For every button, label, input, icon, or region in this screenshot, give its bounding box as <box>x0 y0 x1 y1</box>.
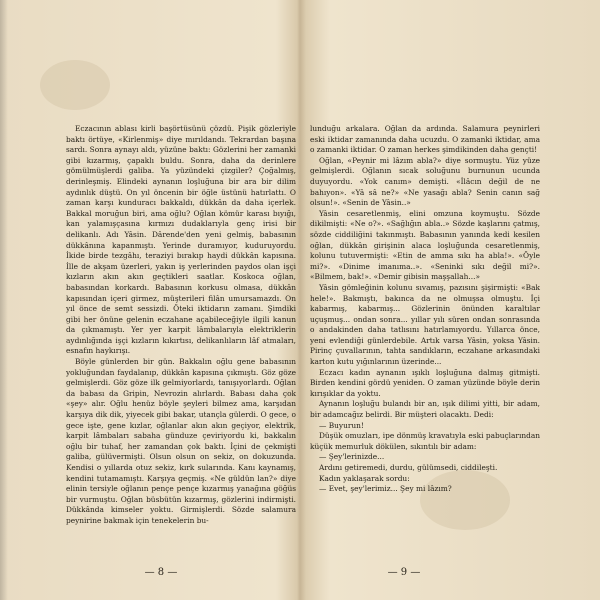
paragraph: Yâsin cesaretlenmiş, elini omzuna koymuştu. Sözde dikilmişti: «Ne o?». «Sağlığın abla..» Sözde kaşlarını çatmış, sözde ciddiliğini takınmıştı. Babasının yanında kedi kesilen oğlan, dükkân girişinin alaca loşluğunda cesaretlenmiş, kolunu tutuvermişti: «Etin de amma sıkı ha abla!». «Öyle mi?». «Dinime imanıma..». «Seninki sıkı değil mi?». «Bilmem, bak!». «Demir gibisin maşşallah...» <box>310 208 540 282</box>
paragraph: Ardını getiremedi, durdu, gülümsedi, ciddileşti. <box>319 463 498 472</box>
dialogue-line: — Buyurun! <box>319 420 364 430</box>
left-page-number: — 8 — <box>144 567 178 578</box>
paragraph: Oğlan, «Peynir mi lâzım abla?» diye sormuştu. Yüz yüze gelmişlerdi. Oğlanın sıcak soluğunu burnunun ucunda duyuyordu. «Yok canım» demişti. «İlâcın değil de ne bahıyon». «Yâ sâ ne?» «Ne yasağı abla? Senin canın sağ olsun!». «Senin de Yâsin..» <box>310 155 540 208</box>
dialogue-line: — Evet, şey'lerimiz... Şey mi lâzım? <box>319 484 452 494</box>
right-page-text <box>310 124 540 495</box>
paragraph: Eczacının ablası kirli başörtüsünü çözdü. Pişik gözleriyle baktı örtüye, «Kirlenmiş» diye mırıldandı. Tekrardan başına sardı. Sonra aynayı aldı, yüzüne baktı: Gözlerini her zamanki gibi kızarmış, çapaklı buldu. Sonra, daha da derinlere gömülmüşlerdi galiba. Ya yüzündeki çizgiler? Çoğalmış, derinleşmiş. Elindeki aynanın loşluğuna bir ara bir dilim aydınlık düştü. On yıl öncenin bir öğle üstünü hatırlattı. O zaman karşı kunduracı bakkaldı, dükkân da daha içerlek. Bakkal moruğun biri, ama oğlu? Oğlan kömür karası bıyığı, kan yalamışçasına kırmızı dudaklarıyla genç irisi bir delikanlı. Adı Yâsin. Dârende'den yeni gelmiş, babasının dükkânına kapanmıştı. Yerinde duramıyor, kuduruyordu. İkide birde tezgâhı, teraziyi bırakıp haydi dükkân kapısına. İlle de akşam üzerleri, yakın iş yerlerinden paydos olan işçi kızların akın akın geçtikleri saatlar. Koskoca oğlan, babasından korkardı. Babasının korkusu olmasa, dükkân kapısından içeri girmez, müşterileri filân umursamazdı. On yıl önce de semt sessizdi. Öteki iktidarın zamanı. Şimdiki gibi her önüne gelenin eczahane açabileceğiyle ilgili kanun da çıkmamıştı. Yer yer karpit lâmbalarıyla elektriklerin aydınlığında işçi kızların kıkırtısı, delikanlıların lâf atmaları, esnafın haykırışı. <box>66 124 296 356</box>
paragraph: Böyle günlerden bir gün. Bakkalın oğlu gene babasının yokluğundan faydalanıp, dükkân kapısına çıkmıştı. Göz göze gelmişlerdi. Göz göze ilk gelmiyorlardı, tanışıyorlardı. Oğlan da babası da Gripin, Nevrozin alırlardı. Babası daha çok «şey» alır. Oğlu henüz böyle şeyleri bilmez ama, karşıdan karşıya dik dik, yiyecek gibi bakar, utançla gülerdi. O gece, o gece işte, gene kızlar, oğlanlar akın akın geçiyor, elektrik, karpit lâmbaları sabaha günduze çeviriyordu ki, bakkalın oğlu bir tuhaf, her zamandan çok baktı. İçini de çekmişti galiba, gülüvermişti. Olsun olsun on sekiz, on dokuzunda. Kendisi o yıllarda otuz sekiz, kırk sularında. Kanı kaynamış, kendini tutamamıştı. Karşıya geçmiş. «Ne güldün lan?» diye elinin tersiyle oğlanın pençe pençe kızarmış yanağına göğüs bir vurmuştu. Oğlan büsbütün kızarmış, gözlerini indirmişti. Dükkânda kimseler yoktu. Girmişlerdi. Sözde salamura peynirine bakmak için tenekelerin bu- <box>66 357 296 525</box>
paragraph: Kadın yaklaşarak sordu: <box>319 473 410 483</box>
paragraph: Aynanın loşluğu bulandı bir an, ışık dilimi yitti, bir adam, bir adamcağız belirdi. Bir müşteri olacaktı. Dedi: <box>310 399 540 420</box>
paragraph: Düşük omuzları, ipe dönmüş kravatıyla eski pabuçlarından küçük memurluk dökülen, sıkıntılı bir adam: <box>310 431 540 451</box>
paragraph: Yâsin gömleğinin kolunu sıvamış, pazısını şişirmişti: «Bak hele!». Bakmıştı, bakınca da ne olmuşsa olmuştu. İçi kabarmış, kabarmış... Gözlerinin önünden karaltılar uçuşmuş... ondan sonra... yıllar yılı süren ondan sonrasında o andakinden daha tatlısını hatırlamıyordu. Yıllarca önce, yeni evlendiği günlerdebile. Artık varsa Yâsin, yoksa Yâsin. Pirinç çuvallarının, tahta sandıkların, eczahane arkasındaki karton kutu yığınlarının üzerinde... <box>310 282 540 367</box>
paragraph: lunduğu arkalara. Oğlan da ardında. Salamura peynirleri eski iktidar zamanında daha ucuzdu. O zamanki iktidar, ama o zamanki iktidar. O zaman herkes şimdikinden daha gençti! <box>310 124 540 155</box>
paper-stain <box>40 60 110 110</box>
dialogue-line: — Şey'lerinizde... <box>319 452 385 462</box>
right-page-number: — 9 — <box>387 567 421 578</box>
left-page-text <box>66 124 296 527</box>
left-edge-shadow <box>0 0 8 600</box>
paragraph: Eczacı kadın aynanın ışıklı loşluğuna dalmış gitmişti. Birden kendini gördü yeniden. O zaman yüzünde böyle derin kırışıklar da yoktu. <box>310 367 540 398</box>
